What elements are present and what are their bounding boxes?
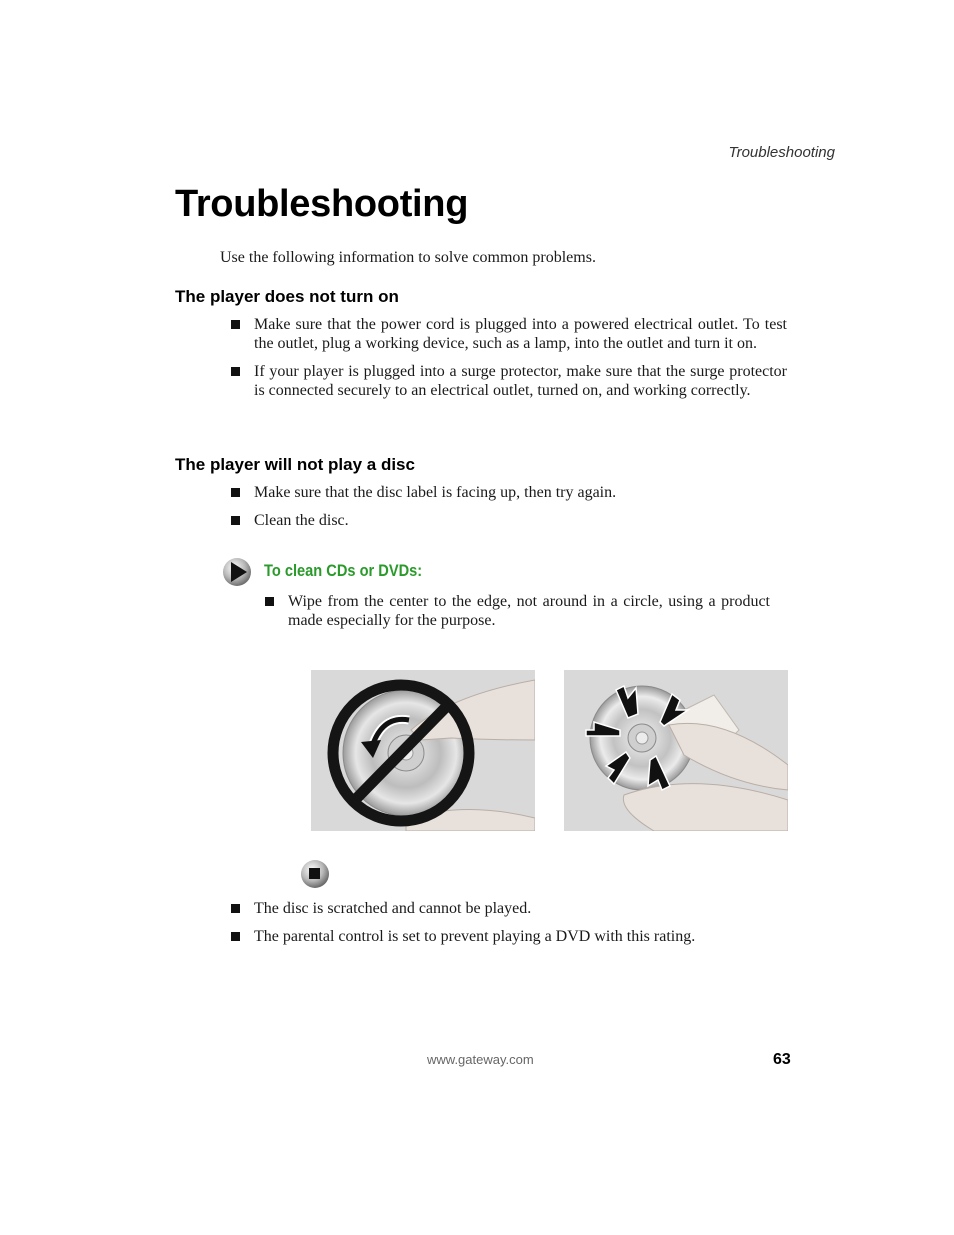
list-item	[230, 362, 787, 400]
list-item	[230, 315, 787, 353]
photo-correct-radial-wipe	[564, 670, 788, 831]
page-title: Troubleshooting	[175, 183, 469, 225]
bullet-list-more-disc-issues	[230, 899, 787, 955]
list-item-text: Make sure that the power cord is plugged into a powered electrical outlet. To test the outlet, plug a working device, such as a lamp, into the outlet and turn it on.	[254, 316, 787, 352]
square-bullet-icon	[231, 367, 240, 376]
list-item-text: Clean the disc.	[254, 512, 349, 529]
list-item-text: The disc is scratched and cannot be played.	[254, 900, 532, 917]
section-heading-player-not-play-disc: The player will not play a disc	[175, 455, 415, 474]
triangle-arrow-icon	[222, 557, 252, 587]
procedure-steps	[264, 592, 770, 639]
footer-url[interactable]: www.gateway.com	[427, 1052, 534, 1067]
running-head: Troubleshooting	[728, 144, 835, 161]
list-item	[230, 899, 787, 918]
photo-wrong-circular-wipe	[311, 670, 535, 831]
list-item	[230, 511, 787, 530]
list-item-text: If your player is plugged into a surge protector, make sure that the surge protector is connected securely to an electrical outlet, turned on, and working correctly.	[254, 363, 787, 399]
square-bullet-icon	[231, 932, 240, 941]
intro-text: Use the following information to solve common problems.	[220, 249, 596, 266]
list-item-text: Wipe from the center to the edge, not around in a circle, using a product made especially for the purpose.	[288, 593, 770, 629]
list-item	[264, 592, 770, 630]
bullet-list-power	[230, 315, 787, 409]
disc-illustration	[564, 670, 788, 831]
stop-square-icon	[300, 859, 330, 889]
square-bullet-icon	[231, 904, 240, 913]
square-bullet-icon	[231, 488, 240, 497]
procedure-title: To clean CDs or DVDs:	[264, 561, 423, 580]
square-bullet-icon	[231, 320, 240, 329]
square-bullet-icon	[265, 597, 274, 606]
list-item-text: The parental control is set to prevent playing a DVD with this rating.	[254, 928, 696, 945]
square-bullet-icon	[231, 516, 240, 525]
list-item	[230, 927, 787, 946]
page-number: 63	[773, 1051, 791, 1068]
disc-illustration	[311, 670, 535, 831]
list-item-text: Make sure that the disc label is facing up, then try again.	[254, 484, 617, 501]
list-item	[230, 483, 787, 502]
bullet-list-disc	[230, 483, 787, 539]
section-heading-player-not-turn-on: The player does not turn on	[175, 287, 399, 306]
